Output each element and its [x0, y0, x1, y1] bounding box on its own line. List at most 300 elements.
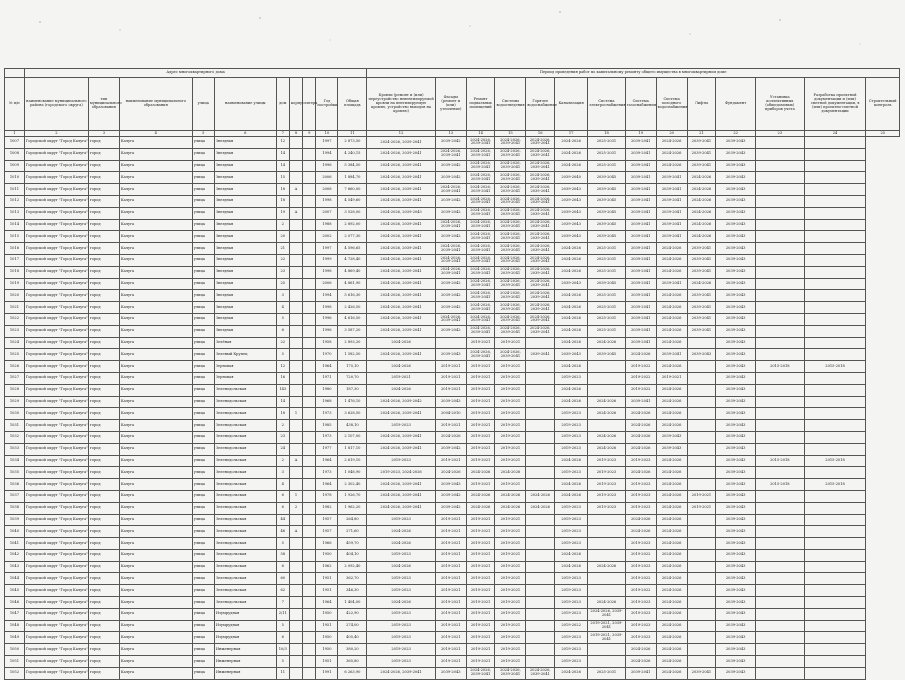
period-cell: 2019-2021: [495, 549, 526, 561]
period-cell: 2024-2026, 2039-2041: [526, 195, 555, 207]
period-cell: [687, 561, 716, 573]
area-cell: 4 861,90: [338, 278, 367, 290]
letter-cell: [303, 490, 316, 502]
mo-type-cell: город: [88, 184, 119, 196]
period-cell: 2024-2026, 2039-2041: [466, 243, 495, 255]
period-cell: 2039-2043: [716, 573, 756, 585]
column-header: Ремонт подвальных помещений: [466, 78, 495, 131]
mo-type-cell: город: [88, 408, 119, 420]
house-cell: 23: [276, 431, 289, 443]
year-cell: 1991: [316, 667, 338, 679]
year-cell: 1970: [316, 349, 338, 361]
district-cell: Городской округ "Город Калуга": [24, 585, 88, 597]
year-cell: 1977: [316, 443, 338, 455]
column-number: 14: [466, 131, 495, 137]
district-cell: Городской округ "Город Калуга": [24, 160, 88, 172]
period-cell: 2024-2026: [656, 266, 687, 278]
period-cell: [526, 408, 555, 420]
period-cell: [756, 549, 805, 561]
period-cell: 2024-2026: [555, 396, 588, 408]
row-number: 1021: [5, 302, 25, 314]
period-cell: 2019-2023: [588, 490, 626, 502]
year-cell: 1996: [316, 325, 338, 337]
period-cell: 2024-2026, 2039-2041: [435, 243, 466, 255]
mo-name-cell: Калуга: [119, 608, 192, 620]
column-header: Система газоснабжения: [625, 78, 656, 131]
period-cell: [804, 207, 866, 219]
period-cell: 2039-2045: [588, 195, 626, 207]
street-type-cell: улица: [192, 620, 214, 632]
letter-cell: [303, 137, 316, 149]
building-cell: [289, 349, 302, 361]
table-row: [5, 137, 900, 149]
table-row: [5, 302, 900, 314]
period-cell: 2024-2026, 2039-2041: [367, 231, 435, 243]
period-cell: 2024-2026: [555, 667, 588, 679]
area-cell: 4 616,50: [338, 313, 367, 325]
period-cell: 2039-2043: [716, 479, 756, 491]
mo-type-cell: город: [88, 538, 119, 550]
letter-cell: [303, 396, 316, 408]
area-cell: 346,30: [338, 585, 367, 597]
period-cell: 2019-2021: [435, 526, 466, 538]
period-cell: [804, 502, 866, 514]
building-cell: 1: [289, 490, 302, 502]
group-header-period: Период проведения работ по капитальному ремонту общего имущества в многоквартирном доме: [367, 69, 900, 78]
period-cell: 2039-2041: [625, 148, 656, 160]
period-cell: [804, 172, 866, 184]
table-row: [5, 514, 900, 526]
mo-name-cell: Калуга: [119, 656, 192, 668]
row-number: 1019: [5, 278, 25, 290]
district-cell: Городской округ "Город Калуга": [24, 443, 88, 455]
letter-cell: [303, 479, 316, 491]
period-cell: [756, 502, 805, 514]
building-cell: [289, 172, 302, 184]
year-cell: 1964: [316, 455, 338, 467]
period-cell: 2019-2023: [367, 455, 435, 467]
period-cell: 2024-2026, 2039-2041: [466, 290, 495, 302]
district-cell: Городской округ "Город Калуга": [24, 313, 88, 325]
period-cell: [804, 396, 866, 408]
mo-name-cell: Калуга: [119, 160, 192, 172]
year-cell: 1996: [316, 313, 338, 325]
area-cell: 4 596,65: [338, 243, 367, 255]
year-cell: 1968: [316, 396, 338, 408]
column-number: 10: [316, 131, 338, 137]
period-cell: [804, 254, 866, 266]
house-cell: 46: [276, 526, 289, 538]
period-cell: [756, 254, 805, 266]
period-cell: [588, 372, 626, 384]
house-cell: 5: [276, 538, 289, 550]
period-cell: 2039-2041: [625, 219, 656, 231]
period-cell: 2039-2041: [625, 313, 656, 325]
period-cell: 2024-2026: [656, 644, 687, 656]
street-name-cell: Зерновая: [214, 361, 276, 373]
period-cell: 2039-2043: [435, 667, 466, 679]
period-cell: 2024-2026: [555, 266, 588, 278]
mo-type-cell: город: [88, 302, 119, 314]
period-cell: 2024-2026: [495, 490, 526, 502]
row-number: 1051: [5, 656, 25, 668]
row-number: 1042: [5, 549, 25, 561]
area-cell: 1 926,70: [338, 490, 367, 502]
period-cell: 2024-2026: [656, 396, 687, 408]
district-cell: Городской округ "Город Калуга": [24, 656, 88, 668]
year-cell: 1998: [316, 266, 338, 278]
street-name-cell: Зеленодольская: [214, 408, 276, 420]
column-header-row: [5, 78, 900, 131]
house-cell: 22: [276, 254, 289, 266]
period-cell: 2039-2043: [435, 479, 466, 491]
period-cell: 2024-2026, 2039-2041: [526, 231, 555, 243]
period-cell: 2024-2026: [656, 455, 687, 467]
letter-cell: [303, 656, 316, 668]
street-name-cell: Зеленодольская: [214, 597, 276, 609]
period-cell: [756, 538, 805, 550]
period-cell: 2024-2026, 2039-2041: [526, 325, 555, 337]
period-cell: 2039-2041: [656, 349, 687, 361]
street-name-cell: Зеленодольская: [214, 490, 276, 502]
period-cell: 2024-2026: [555, 254, 588, 266]
period-cell: 2019-2021: [466, 479, 495, 491]
house-cell: 2/11: [276, 608, 289, 620]
period-cell: 2025-2031: [588, 148, 626, 160]
period-cell: 2024-2026, 2039-2041: [367, 443, 435, 455]
letter-cell: [303, 467, 316, 479]
period-cell: 2019-2021: [435, 644, 466, 656]
street-type-cell: улица: [192, 644, 214, 656]
period-cell: 2024-2026, 2039-2041: [495, 137, 526, 149]
period-cell: 2019-2023: [555, 597, 588, 609]
period-cell: 2039-2045: [588, 172, 626, 184]
period-cell: 2039-2041: [625, 184, 656, 196]
letter-cell: [303, 290, 316, 302]
period-cell: 2019-2021: [435, 656, 466, 668]
period-cell: [804, 620, 866, 632]
mo-type-cell: город: [88, 137, 119, 149]
period-cell: 2019-2023: [625, 490, 656, 502]
column-number: 20: [656, 131, 687, 137]
street-type-cell: улица: [192, 561, 214, 573]
street-name-cell: Зеленодольская: [214, 384, 276, 396]
street-type-cell: улица: [192, 632, 214, 644]
period-cell: 2039-2042: [435, 325, 466, 337]
period-cell: 2019-2021: [466, 644, 495, 656]
mo-type-cell: город: [88, 372, 119, 384]
table-row: [5, 207, 900, 219]
period-cell: [804, 443, 866, 455]
street-type-cell: улица: [192, 231, 214, 243]
period-cell: [687, 372, 716, 384]
period-cell: [526, 443, 555, 455]
period-cell: 2024-2026: [656, 490, 687, 502]
row-number: 1038: [5, 502, 25, 514]
period-cell: 2024-2026: [656, 420, 687, 432]
letter-cell: [303, 184, 316, 196]
period-cell: 2039-2041: [656, 278, 687, 290]
letter-cell: [303, 254, 316, 266]
period-cell: 2024-2026, 2039-2041: [367, 172, 435, 184]
period-cell: [804, 148, 866, 160]
period-cell: 2024-2026: [625, 431, 656, 443]
period-cell: 2025-2031: [588, 302, 626, 314]
period-cell: [687, 585, 716, 597]
period-cell: 2039-2043: [716, 349, 756, 361]
period-cell: 2019-2021: [466, 408, 495, 420]
period-cell: [756, 278, 805, 290]
district-cell: Городской округ "Город Калуга": [24, 325, 88, 337]
period-cell: [588, 526, 626, 538]
period-cell: 2039-2043: [716, 656, 756, 668]
period-cell: [804, 278, 866, 290]
period-cell: 2024-2026, 2039-2041: [526, 148, 555, 160]
row-number: 1048: [5, 620, 25, 632]
area-cell: 2 892,00: [338, 219, 367, 231]
building-cell: [289, 597, 302, 609]
year-cell: 1973: [316, 431, 338, 443]
mo-type-cell: город: [88, 266, 119, 278]
period-cell: [804, 597, 866, 609]
period-cell: 2024-2026: [656, 608, 687, 620]
table-row: [5, 219, 900, 231]
period-cell: 2019-2023: [367, 620, 435, 632]
period-cell: 2024-2026, 2039-2041: [367, 254, 435, 266]
street-type-cell: улица: [192, 137, 214, 149]
period-cell: 2019-2023: [555, 372, 588, 384]
street-type-cell: улица: [192, 667, 214, 679]
mo-type-cell: город: [88, 597, 119, 609]
period-cell: 2039-2041: [687, 290, 716, 302]
period-cell: [687, 538, 716, 550]
mo-name-cell: Калуга: [119, 620, 192, 632]
letter-cell: [303, 278, 316, 290]
district-cell: Городской округ "Город Калуга": [24, 207, 88, 219]
street-type-cell: улица: [192, 219, 214, 231]
period-cell: 2024-2026, 2039-2041: [367, 184, 435, 196]
period-cell: 2039-2041: [625, 337, 656, 349]
period-cell: [756, 573, 805, 585]
period-cell: 2024-2026, 2039-2041: [526, 313, 555, 325]
street-type-cell: улица: [192, 313, 214, 325]
period-cell: 2024-2026, 2039-2041: [526, 184, 555, 196]
street-name-cell: Звездная: [214, 137, 276, 149]
table-row: [5, 337, 900, 349]
letter-cell: [303, 302, 316, 314]
column-header: дом: [276, 78, 289, 131]
period-cell: 2019-2021: [466, 337, 495, 349]
mo-name-cell: Калуга: [119, 632, 192, 644]
period-cell: 2019-2021: [435, 455, 466, 467]
period-cell: 2004-2010: [435, 408, 466, 420]
row-number: 1026: [5, 361, 25, 373]
mo-type-cell: город: [88, 384, 119, 396]
house-cell: 12: [276, 361, 289, 373]
district-cell: Городской округ "Город Калуга": [24, 337, 88, 349]
street-type-cell: улица: [192, 372, 214, 384]
period-cell: 2024-2026, 2039-2043: [367, 207, 435, 219]
period-cell: 2019-2021: [466, 455, 495, 467]
period-cell: [687, 443, 716, 455]
letter-cell: [303, 361, 316, 373]
period-cell: 2019-2021: [466, 443, 495, 455]
street-name-cell: Зеленодольская: [214, 549, 276, 561]
house-cell: 3: [276, 467, 289, 479]
area-cell: 2 893,20: [338, 337, 367, 349]
building-cell: [289, 431, 302, 443]
period-cell: [756, 266, 805, 278]
period-cell: 2039-2043: [716, 597, 756, 609]
period-cell: [804, 549, 866, 561]
building-cell: [289, 396, 302, 408]
area-cell: 4 549,60: [338, 195, 367, 207]
letter-cell: [303, 549, 316, 561]
period-cell: 2024-2026: [555, 243, 588, 255]
row-number: 1015: [5, 231, 25, 243]
area-cell: 1 048,90: [338, 467, 367, 479]
house-cell: 24: [276, 443, 289, 455]
period-cell: 2019-2023: [367, 420, 435, 432]
period-cell: 2024-2026, 2039-2041: [526, 160, 555, 172]
period-cell: [756, 172, 805, 184]
period-cell: 2024-2026, 2039-2041: [435, 184, 466, 196]
period-cell: 2024-2026, 2039-2041: [367, 502, 435, 514]
row-number: 1007: [5, 137, 25, 149]
letter-cell: [303, 597, 316, 609]
period-cell: 2039-2043: [716, 254, 756, 266]
period-cell: 2019-2021: [495, 408, 526, 420]
period-cell: 2039-2043: [656, 431, 687, 443]
mo-name-cell: Калуга: [119, 467, 192, 479]
period-cell: 2024-2026: [656, 549, 687, 561]
row-number: 1037: [5, 490, 25, 502]
row-number: 1029: [5, 396, 25, 408]
period-cell: 2024-2026: [656, 620, 687, 632]
period-cell: 2019-2021: [466, 384, 495, 396]
year-cell: 1996: [316, 160, 338, 172]
mo-type-cell: город: [88, 207, 119, 219]
row-number: 1013: [5, 207, 25, 219]
period-cell: 2019-2021: [495, 443, 526, 455]
letter-cell: [303, 231, 316, 243]
period-cell: 2024-2026, 2039-2041: [588, 608, 626, 620]
period-cell: 2039-2043: [716, 160, 756, 172]
period-cell: [526, 585, 555, 597]
period-cell: 2024-2026: [656, 632, 687, 644]
mo-name-cell: Калуга: [119, 644, 192, 656]
period-cell: [804, 644, 866, 656]
period-cell: 2039-2043: [716, 526, 756, 538]
period-cell: 2039-2043: [555, 207, 588, 219]
period-cell: 2019-2023: [555, 538, 588, 550]
period-cell: [687, 384, 716, 396]
table-row: [5, 384, 900, 396]
period-cell: 2024-2026: [526, 502, 555, 514]
district-cell: Городской округ "Город Калуга": [24, 620, 88, 632]
period-cell: [756, 667, 805, 679]
period-cell: 2024-2026: [656, 384, 687, 396]
period-cell: [756, 526, 805, 538]
street-type-cell: улица: [192, 302, 214, 314]
period-cell: [804, 349, 866, 361]
period-cell: 2019-2023: [555, 420, 588, 432]
area-cell: 1 884,70: [338, 172, 367, 184]
period-cell: 2019-2021: [466, 514, 495, 526]
district-cell: Городской округ "Город Калуга": [24, 195, 88, 207]
period-cell: 2039-2041: [625, 266, 656, 278]
street-name-cell: Звездная: [214, 243, 276, 255]
period-cell: 2039-2041: [687, 148, 716, 160]
house-cell: 25: [276, 278, 289, 290]
letter-cell: [303, 408, 316, 420]
period-cell: [804, 585, 866, 597]
period-cell: [526, 620, 555, 632]
period-cell: [687, 467, 716, 479]
period-cell: 2019-2023: [555, 526, 588, 538]
period-cell: [804, 372, 866, 384]
column-number: 9: [303, 131, 316, 137]
row-number: 1033: [5, 443, 25, 455]
building-cell: [289, 644, 302, 656]
period-cell: 2019-2023: [367, 608, 435, 620]
district-cell: Городской округ "Город Калуга": [24, 137, 88, 149]
house-cell: 20: [276, 231, 289, 243]
period-cell: [756, 195, 805, 207]
period-cell: [687, 549, 716, 561]
mo-name-cell: Калуга: [119, 490, 192, 502]
year-cell: 1964: [316, 479, 338, 491]
period-cell: 2039-2042: [435, 490, 466, 502]
district-cell: Городской округ "Город Калуга": [24, 479, 88, 491]
letter-cell: [303, 384, 316, 396]
column-header: Общая площадь: [338, 78, 367, 131]
period-cell: 2039-2043: [716, 632, 756, 644]
period-cell: [526, 597, 555, 609]
period-cell: 2024-2026, 2039-2041: [367, 313, 435, 325]
street-name-cell: Зеленодольская: [214, 502, 276, 514]
district-cell: Городской округ "Город Калуга": [24, 573, 88, 585]
period-cell: 2039-2043: [716, 490, 756, 502]
period-cell: [756, 384, 805, 396]
letter-cell: [303, 349, 316, 361]
period-cell: 2019-2023: [555, 608, 588, 620]
period-cell: 2019-2023: [555, 431, 588, 443]
period-cell: [804, 266, 866, 278]
row-number: 1031: [5, 420, 25, 432]
period-cell: 2024-2026: [555, 137, 588, 149]
period-cell: [687, 514, 716, 526]
street-name-cell: Зеленодольская: [214, 514, 276, 526]
district-cell: Городской округ "Город Калуга": [24, 467, 88, 479]
period-cell: [804, 219, 866, 231]
period-cell: 2024-2026: [367, 361, 435, 373]
building-cell: [289, 667, 302, 679]
mo-type-cell: город: [88, 349, 119, 361]
street-type-cell: улица: [192, 396, 214, 408]
period-cell: 2024-2026, 2039-2041: [367, 148, 435, 160]
area-cell: 5 384,50: [338, 160, 367, 172]
building-cell: А: [289, 184, 302, 196]
street-type-cell: улица: [192, 408, 214, 420]
period-cell: 2039-2043: [716, 243, 756, 255]
table-row: [5, 313, 900, 325]
period-cell: 2024-2026: [656, 526, 687, 538]
period-cell: [804, 290, 866, 302]
row-number: 1020: [5, 290, 25, 302]
period-cell: 2024-2026: [555, 561, 588, 573]
period-cell: 2039-2043: [716, 549, 756, 561]
